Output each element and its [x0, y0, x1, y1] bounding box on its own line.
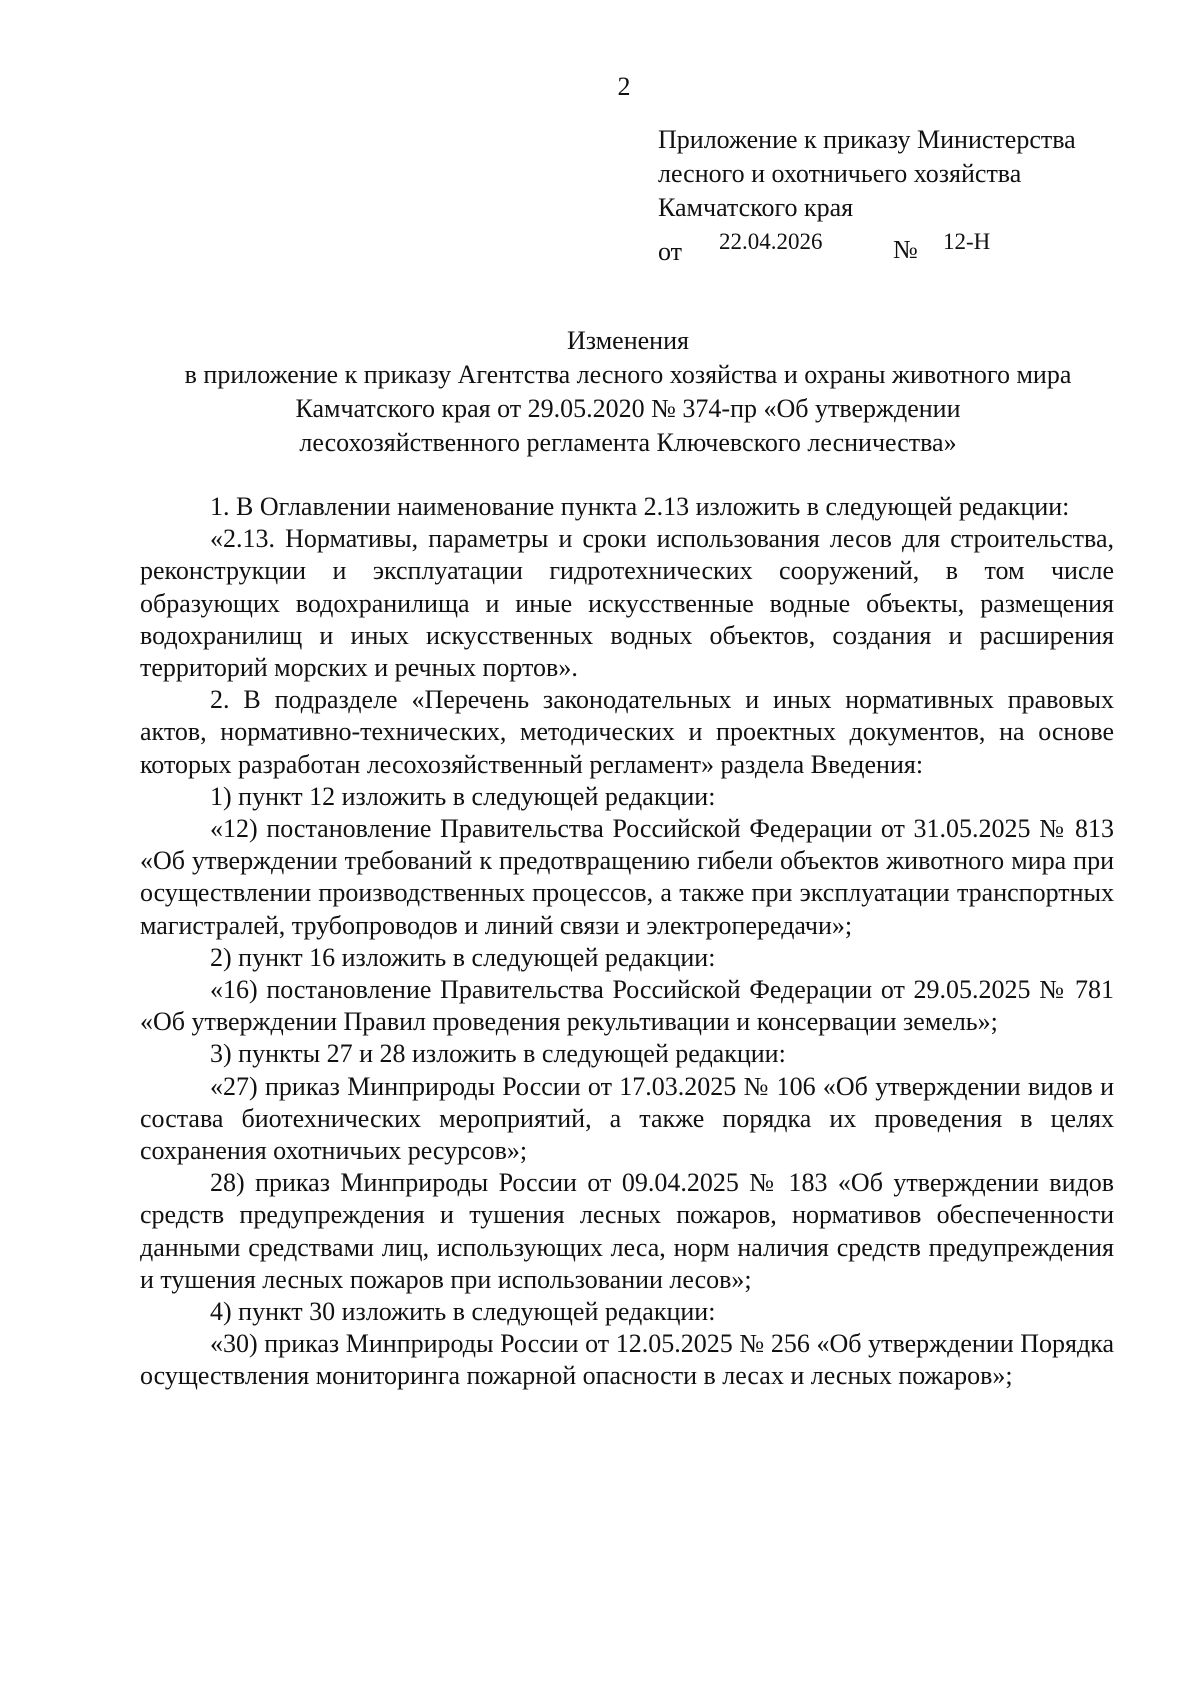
order-number: 12-Н [943, 229, 991, 254]
from-label: от [658, 237, 683, 266]
order-date: 22.04.2026 [719, 229, 823, 254]
number-sign: № [893, 235, 918, 264]
paragraph: 2. В подразделе «Перечень законодательных и иных нормативных правовых актов, нормативно-технических, методических и проектных документов, на основе которых разработан лесохозяйственный регламент» раздела Введения: [140, 685, 1114, 779]
document-heading [140, 324, 1116, 460]
heading-line-2: Камчатского края от 29.05.2020 № 374-пр «Об утверждении [295, 394, 961, 423]
appendix-line-1: Приложение к приказу Министерства [658, 125, 1076, 154]
document-body [140, 491, 1114, 1393]
paragraph: «30) приказ Минприроды России от 12.05.2025 № 256 «Об утверждении Порядка осуществления мониторинга пожарной опасности в лесах и лесных пожаров»; [140, 1329, 1114, 1391]
appendix-date-row [658, 225, 1076, 266]
paragraph: «2.13. Нормативы, параметры и сроки использования лесов для строительства, реконструкции и эксплуатации гидротехнических сооружений, в том числе образующих водохранилища и иные искусственные водные объекты, размещения водохранилищ и иных искусственных водных объектов, создания и расширения территорий морских и речных портов». [140, 524, 1114, 683]
paragraph: 3) пункты 27 и 28 изложить в следующей редакции: [210, 1039, 786, 1069]
paragraph: 4) пункт 30 изложить в следующей редакции: [210, 1297, 716, 1327]
appendix-header [658, 123, 1076, 266]
paragraph: «27) приказ Минприроды России от 17.03.2025 № 106 «Об утверждении видов и состава биотехнических мероприятий, а также порядка их проведения в целях сохранения охотничьих ресурсов»; [140, 1071, 1114, 1166]
paragraph: 28) приказ Минприроды России от 09.04.2025 № 183 «Об утверждении видов средств предупреждения и тушения лесных пожаров, нормативов обеспеченности данными средствами лиц, использующих леса, норм наличия средств предупреждения и тушения лесных пожаров при использовании лесов»; [140, 1168, 1114, 1294]
paragraph: «16) постановление Правительства Российской Федерации от 29.05.2025 № 781 «Об утверждении Правил проведения рекультивации и консервации земель»; [140, 975, 1114, 1037]
paragraph: 1) пункт 12 изложить в следующей редакции: [210, 781, 716, 811]
heading-line-3: лесохозяйственного регламента Ключевского лесничества» [299, 428, 957, 457]
appendix-line-2: лесного и охотничьего хозяйства [658, 159, 1022, 188]
heading-line-1: в приложение к приказу Агентства лесного хозяйства и охраны животного мира [184, 360, 1072, 389]
appendix-line-3: Камчатского края [658, 193, 854, 222]
page-number: 2 [617, 72, 631, 101]
paragraph: «12) постановление Правительства Российской Федерации от 31.05.2025 № 813 «Об утверждении требований к предотвращению гибели объектов животного мира при осуществлении производственных процессов, а также при эксплуатации транспортных магистралей, трубопроводов и линий связи и электропередачи»; [140, 814, 1114, 940]
paragraph: 2) пункт 16 изложить в следующей редакции: [210, 942, 716, 972]
paragraph: 1. В Оглавлении наименование пункта 2.13 изложить в следующей редакции: [210, 492, 1070, 521]
heading-title: Изменения [567, 326, 689, 355]
